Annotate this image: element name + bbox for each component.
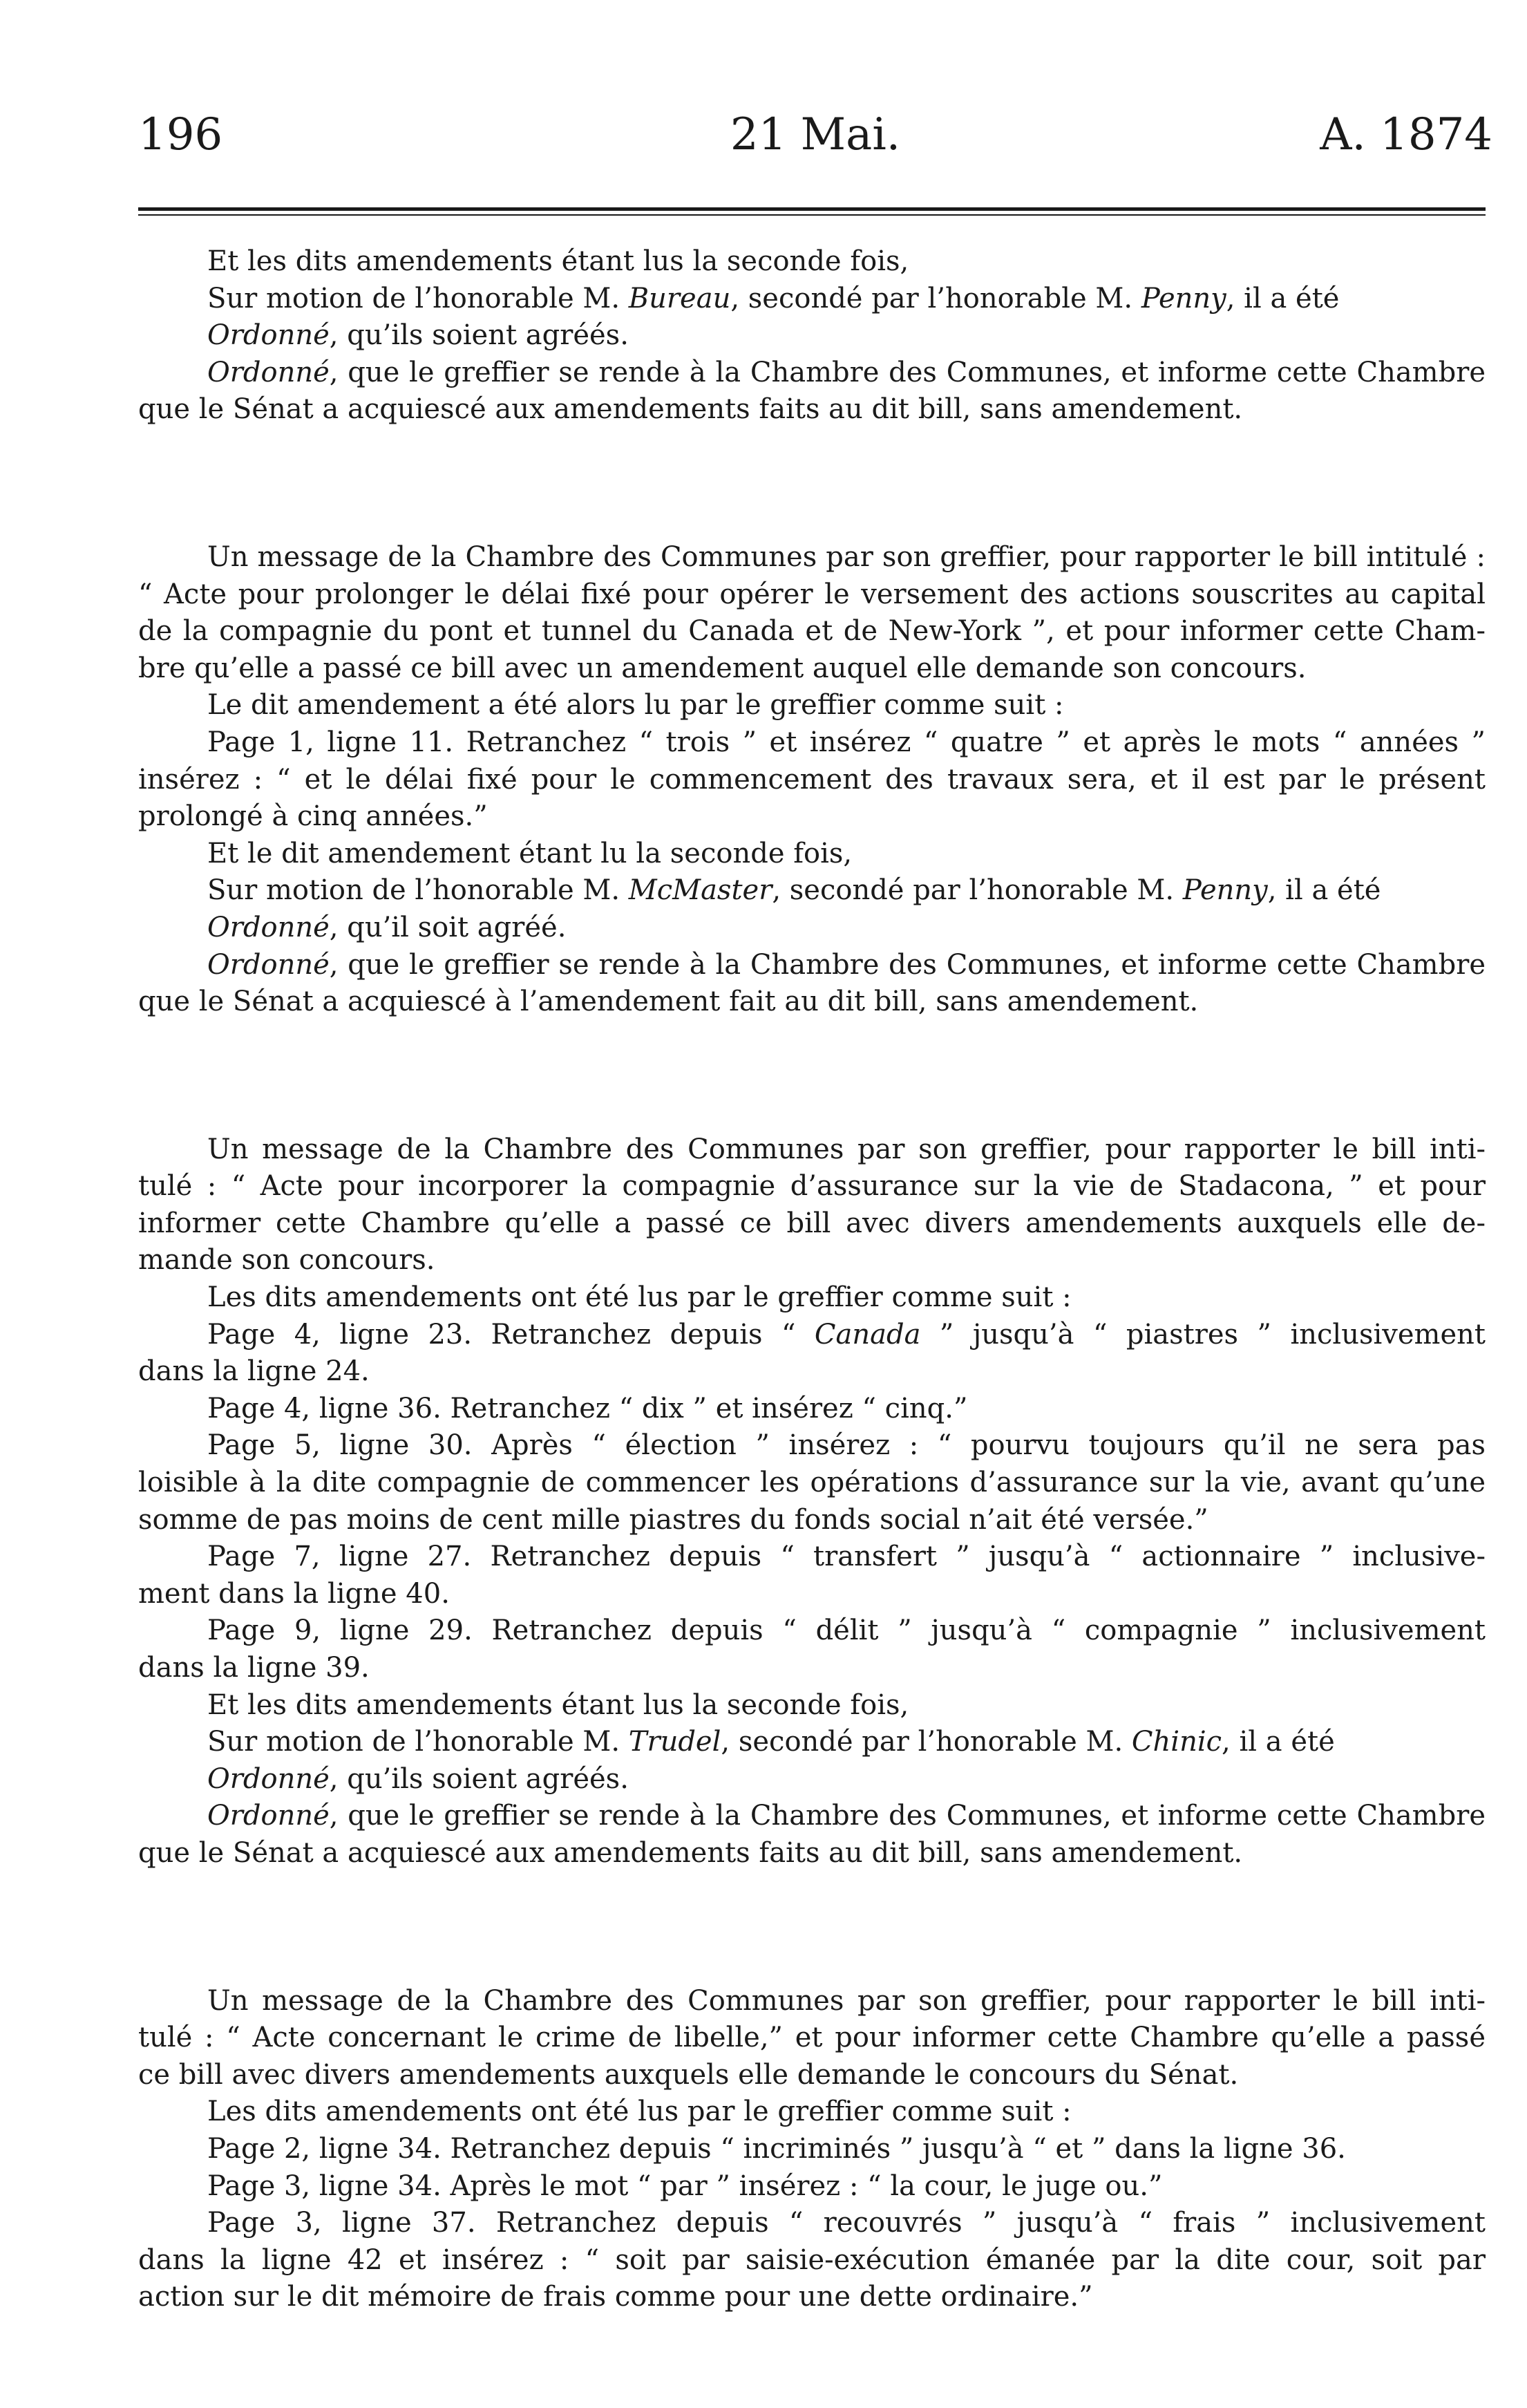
text-line: de la compagnie du pont et tunnel du Canada et de New-York ”, et pour informer cette Cham- (138, 615, 1486, 648)
text-line: Page 5, ligne 30. Après “ élection ” insérez : “ pourvu toujours qu’il ne sera pas (207, 1429, 1486, 1462)
text-line: Sur motion de l’honorable M. Bureau, secondé par l’honorable M. Penny, il a été (207, 282, 1340, 314)
text-line: action sur le dit mémoire de frais comme pour une dette ordinaire.” (138, 2281, 1093, 2313)
text-line: Ordonné, qu’il soit agréé. (207, 911, 567, 943)
text-line: Ordonné, que le greffier se rende à la Chambre des Communes, et informe cette Chambre (207, 356, 1486, 388)
text-line: Page 4, ligne 23. Retranchez depuis “ Canada ” jusqu’à “ piastres ” inclusivement (207, 1318, 1486, 1351)
page-number: 196 (138, 109, 223, 160)
text-line: Un message de la Chambre des Communes par son greffier, pour rapporter le bill inti- (207, 1133, 1486, 1165)
text-line: prolongé à cinq années.” (138, 800, 488, 833)
text-line: Page 1, ligne 11. Retranchez “ trois ” et insérez “ quatre ” et après le mots “ années ” (207, 726, 1486, 758)
text-line: bre qu’elle a passé ce bill avec un amendement auquel elle demande son concours. (138, 652, 1307, 684)
text-line: Et le dit amendement étant lu la seconde fois, (207, 837, 853, 869)
paragraph-block-4 (138, 1983, 1486, 2316)
text-line: Page 4, ligne 36. Retranchez “ dix ” et insérez “ cinq.” (207, 1392, 968, 1424)
text-line: Les dits amendements ont été lus par le greffier comme suit : (207, 2096, 1072, 2128)
text-line: mande son concours. (138, 1244, 435, 1277)
text-line: informer cette Chambre qu’elle a passé ce bill avec divers amendements auxquels elle de- (138, 1207, 1486, 1239)
text-line: Ordonné, qu’ils soient agréés. (207, 319, 629, 352)
text-line: Un message de la Chambre des Communes par son greffier, pour rapporter le bill inti- (207, 1984, 1486, 2017)
text-line: tulé : “ Acte pour incorporer la compagnie d’assurance sur la vie de Stadacona, ” et pour (138, 1170, 1486, 1203)
text-line: Ordonné, que le greffier se rende à la Chambre des Communes, et informe cette Chambre (207, 948, 1486, 981)
header-rule-thick (138, 207, 1486, 211)
text-line: ce bill avec divers amendements auxquels elle demande le concours du Sénat. (138, 2058, 1239, 2091)
text-line: Sur motion de l’honorable M. McMaster, secondé par l’honorable M. Penny, il a été (207, 874, 1381, 907)
text-line: Les dits amendements ont été lus par le greffier comme suit : (207, 1281, 1072, 1314)
paragraph-block-2 (138, 539, 1486, 1021)
text-line: Un message de la Chambre des Communes par son greffier, pour rapporter le bill intitulé : (207, 540, 1486, 573)
text-line: Ordonné, qu’ils soient agréés. (207, 1762, 629, 1795)
text-line: Page 3, ligne 37. Retranchez depuis “ recouvrés ” jusqu’à “ frais ” inclusivement (207, 2207, 1486, 2239)
page-header (138, 104, 1492, 166)
page-year: A. 1874 (1320, 109, 1492, 160)
text-line: que le Sénat a acquiescé aux amendements faits au dit bill, sans amendement. (138, 1836, 1243, 1869)
text-line: Page 9, ligne 29. Retranchez depuis “ délit ” jusqu’à “ compagnie ” inclusivement (207, 1615, 1486, 1647)
text-line: “ Acte pour prolonger le délai fixé pour opérer le versement des actions souscrites au capital (138, 578, 1486, 610)
paragraph-block-1 (138, 243, 1486, 429)
text-line: tulé : “ Acte concernant le crime de libelle,” et pour informer cette Chambre qu’elle a passé (138, 2022, 1486, 2054)
text-line: que le Sénat a acquiescé aux amendements faits au dit bill, sans amendement. (138, 393, 1243, 426)
text-line: loisible à la dite compagnie de commencer les opérations d’assurance sur la vie, avant qu’une (138, 1467, 1486, 1499)
text-line: Page 3, ligne 34. Après le mot “ par ” insérez : “ la cour, le juge ou.” (207, 2170, 1163, 2202)
text-line: Ordonné, que le greffier se rende à la Chambre des Communes, et informe cette Chambre (207, 1800, 1486, 1832)
page-body (138, 243, 1486, 2316)
text-line: ment dans la ligne 40. (138, 1577, 450, 1610)
text-line: que le Sénat a acquiescé à l’amendement fait au dit bill, sans amendement. (138, 986, 1199, 1018)
header-rule-thin (138, 214, 1486, 216)
text-line: Et les dits amendements étant lus la seconde fois, (207, 245, 909, 277)
text-line: dans la ligne 39. (138, 1652, 370, 1684)
text-line: Page 2, ligne 34. Retranchez depuis “ incriminés ” jusqu’à “ et ” dans la ligne 36. (207, 2132, 1346, 2165)
paragraph-block-3 (138, 1131, 1486, 1872)
page-date: 21 Mai. (730, 109, 901, 160)
text-line: insérez : “ et le délai fixé pour le commencement des travaux sera, et il est par le présent (138, 763, 1486, 796)
text-line: Et les dits amendements étant lus la seconde fois, (207, 1689, 909, 1721)
text-line: Le dit amendement a été alors lu par le greffier comme suit : (207, 689, 1064, 722)
text-line: dans la ligne 42 et insérez : “ soit par saisie-exécution émanée par la dite cour, soit par (138, 2244, 1486, 2276)
text-line: Sur motion de l’honorable M. Trudel, secondé par l’honorable M. Chinic, il a été (207, 1726, 1335, 1758)
text-line: somme de pas moins de cent mille piastres du fonds social n’ait été versée.” (138, 1503, 1208, 1536)
text-line: dans la ligne 24. (138, 1355, 370, 1388)
text-line: Page 7, ligne 27. Retranchez depuis “ transfert ” jusqu’à “ actionnaire ” inclusive- (207, 1541, 1486, 1573)
